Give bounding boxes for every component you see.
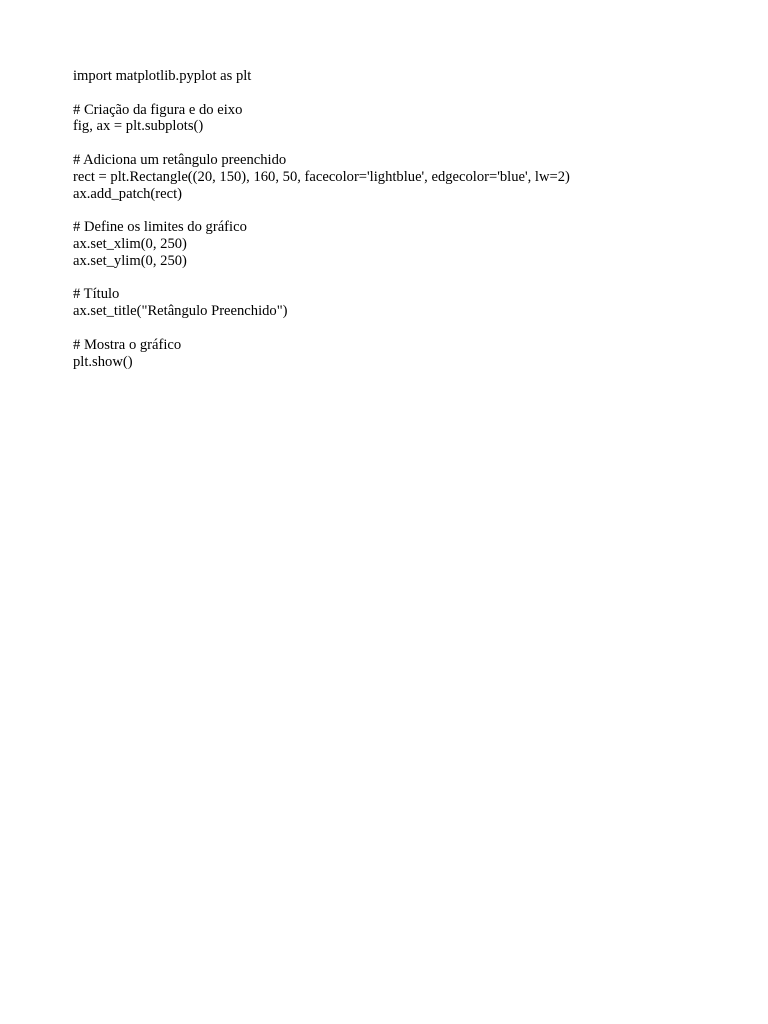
comment-line: # Define os limites do gráfico [73,219,247,236]
code-line: plt.show() [73,353,133,370]
code-line: import matplotlib.pyplot as plt [73,68,252,84]
code-text-block [73,68,753,370]
comment-line: # Adiciona um retângulo preenchido [73,151,287,168]
code-line: fig, ax = plt.subplots() [73,118,204,135]
comment-line: # Mostra o gráfico [73,336,182,353]
blank-line [73,135,753,152]
code-line: rect = plt.Rectangle((20, 150), 160, 50, facecolor='lightblue', edgecolor='blue', lw=2) [73,168,570,185]
code-line: ax.set_xlim(0, 250) [73,235,187,252]
blank-line [73,85,753,102]
comment-line: # Título [73,286,120,303]
code-line: ax.add_patch(rect) [73,185,182,202]
blank-line [73,320,753,337]
blank-line [73,270,753,287]
comment-line: # Criação da figura e do eixo [73,101,243,118]
code-line: ax.set_title("Retângulo Preenchido") [73,303,288,320]
code-line: ax.set_ylim(0, 250) [73,252,187,269]
blank-line [73,202,753,219]
